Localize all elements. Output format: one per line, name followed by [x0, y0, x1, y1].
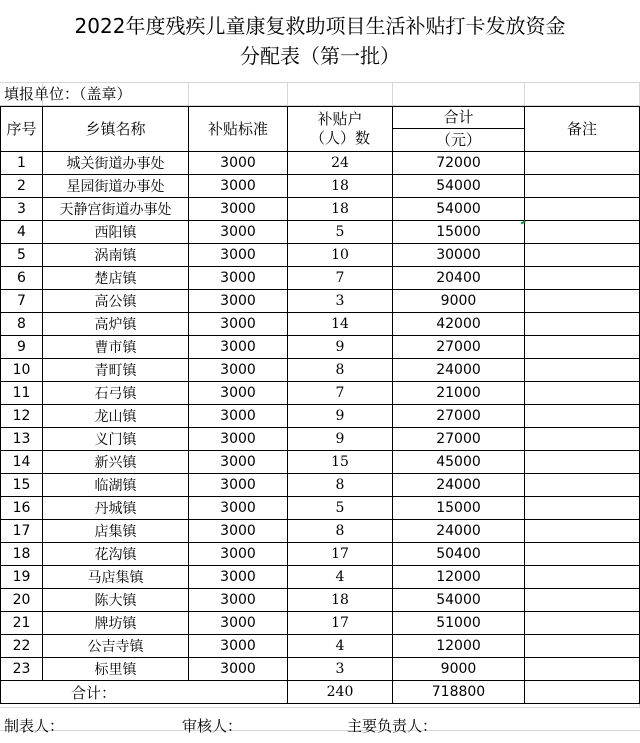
header-row [1, 107, 640, 152]
row-standard: 3000 [189, 566, 288, 589]
total-label: 合计： [1, 681, 288, 704]
table-row [1, 497, 640, 520]
table-row [1, 589, 640, 612]
row-index: 6 [1, 267, 43, 290]
row-amount: 15000 [393, 221, 525, 244]
row-index: 19 [1, 566, 43, 589]
allocation-table [0, 106, 640, 704]
row-count: 8 [288, 359, 393, 382]
row-remarks [525, 474, 640, 497]
row-count: 18 [288, 175, 393, 198]
row-index: 5 [1, 244, 43, 267]
row-standard: 3000 [189, 497, 288, 520]
row-count: 17 [288, 612, 393, 635]
table-row [1, 543, 640, 566]
row-standard: 3000 [189, 543, 288, 566]
row-amount: 72000 [393, 152, 525, 175]
row-town: 青町镇 [43, 359, 189, 382]
row-count: 15 [288, 451, 393, 474]
row-amount: 24000 [393, 359, 525, 382]
row-town: 高炉镇 [43, 313, 189, 336]
row-index: 23 [1, 658, 43, 681]
row-amount: 54000 [393, 589, 525, 612]
row-standard: 3000 [189, 658, 288, 681]
row-count: 10 [288, 244, 393, 267]
row-standard: 3000 [189, 152, 288, 175]
page-title-line2: 分配表（第一批） [240, 44, 400, 68]
row-count: 9 [288, 336, 393, 359]
row-remarks [525, 359, 640, 382]
row-town: 涡南镇 [43, 244, 189, 267]
row-count: 5 [288, 221, 393, 244]
grid-line [0, 730, 640, 731]
row-remarks [525, 152, 640, 175]
row-standard: 3000 [189, 336, 288, 359]
row-town: 高公镇 [43, 290, 189, 313]
row-town: 天静宫街道办事处 [43, 198, 189, 221]
row-index: 8 [1, 313, 43, 336]
row-standard: 3000 [189, 635, 288, 658]
header-standard: 补贴标准 [189, 107, 288, 152]
row-amount: 27000 [393, 336, 525, 359]
row-index: 7 [1, 290, 43, 313]
row-town: 临湖镇 [43, 474, 189, 497]
row-count: 18 [288, 589, 393, 612]
total-row [1, 681, 640, 704]
total-remarks [525, 681, 640, 704]
row-index: 15 [1, 474, 43, 497]
row-amount: 45000 [393, 451, 525, 474]
row-remarks [525, 566, 640, 589]
row-amount: 27000 [393, 428, 525, 451]
row-index: 16 [1, 497, 43, 520]
row-remarks [525, 267, 640, 290]
row-amount: 12000 [393, 635, 525, 658]
table-row [1, 290, 640, 313]
unit-label: 填报单位：（盖章） [4, 85, 132, 103]
row-count: 7 [288, 267, 393, 290]
header-index: 序号 [1, 107, 43, 152]
row-count: 3 [288, 658, 393, 681]
row-standard: 3000 [189, 198, 288, 221]
row-remarks [525, 382, 640, 405]
row-amount: 21000 [393, 382, 525, 405]
header-total-top: 合计 [393, 107, 524, 129]
row-standard: 3000 [189, 451, 288, 474]
row-count: 8 [288, 474, 393, 497]
row-count: 9 [288, 405, 393, 428]
row-amount: 51000 [393, 612, 525, 635]
row-count: 7 [288, 382, 393, 405]
table-row [1, 612, 640, 635]
row-standard: 3000 [189, 290, 288, 313]
table-row [1, 221, 640, 244]
row-standard: 3000 [189, 405, 288, 428]
row-remarks [525, 198, 640, 221]
row-remarks [525, 520, 640, 543]
row-town: 西阳镇 [43, 221, 189, 244]
row-index: 11 [1, 382, 43, 405]
row-index: 20 [1, 589, 43, 612]
row-amount: 24000 [393, 520, 525, 543]
header-remarks: 备注 [525, 107, 640, 152]
row-count: 24 [288, 152, 393, 175]
row-amount: 9000 [393, 658, 525, 681]
row-count: 4 [288, 566, 393, 589]
table-row [1, 175, 640, 198]
row-town: 曹市镇 [43, 336, 189, 359]
row-amount: 20400 [393, 267, 525, 290]
row-remarks [525, 428, 640, 451]
row-amount: 50400 [393, 543, 525, 566]
header-town: 乡镇名称 [43, 107, 189, 152]
row-remarks [525, 658, 640, 681]
row-town: 牌坊镇 [43, 612, 189, 635]
row-remarks [525, 175, 640, 198]
row-standard: 3000 [189, 612, 288, 635]
footer-maker: 制表人： [4, 717, 65, 735]
row-remarks [525, 290, 640, 313]
row-index: 18 [1, 543, 43, 566]
row-town: 丹城镇 [43, 497, 189, 520]
table-row [1, 428, 640, 451]
row-amount: 42000 [393, 313, 525, 336]
header-total [393, 107, 525, 152]
row-standard: 3000 [189, 175, 288, 198]
row-amount: 15000 [393, 497, 525, 520]
row-town: 义门镇 [43, 428, 189, 451]
header-count [288, 107, 393, 152]
row-remarks [525, 451, 640, 474]
row-remarks [525, 543, 640, 566]
header-count-top: 补贴户 [317, 110, 363, 128]
row-index: 10 [1, 359, 43, 382]
table-row [1, 658, 640, 681]
table-row [1, 152, 640, 175]
row-index: 17 [1, 520, 43, 543]
row-amount: 9000 [393, 290, 525, 313]
row-remarks [525, 497, 640, 520]
row-town: 龙山镇 [43, 405, 189, 428]
row-remarks [525, 336, 640, 359]
row-amount: 27000 [393, 405, 525, 428]
row-index: 12 [1, 405, 43, 428]
table-row [1, 474, 640, 497]
row-standard: 3000 [189, 221, 288, 244]
row-remarks [525, 221, 640, 244]
row-count: 9 [288, 428, 393, 451]
row-town: 陈大镇 [43, 589, 189, 612]
row-index: 4 [1, 221, 43, 244]
row-remarks [525, 635, 640, 658]
row-town: 石弓镇 [43, 382, 189, 405]
table-row [1, 566, 640, 589]
table-row [1, 267, 640, 290]
total-amount: 718800 [393, 681, 525, 704]
table-row [1, 244, 640, 267]
table-row [1, 198, 640, 221]
row-index: 9 [1, 336, 43, 359]
row-amount: 12000 [393, 566, 525, 589]
row-index: 14 [1, 451, 43, 474]
row-remarks [525, 612, 640, 635]
header-count-bottom: （人）数 [309, 129, 370, 147]
table-row [1, 520, 640, 543]
row-town: 公吉寺镇 [43, 635, 189, 658]
row-index: 13 [1, 428, 43, 451]
table-row [1, 336, 640, 359]
row-count: 8 [288, 520, 393, 543]
row-town: 城关街道办事处 [43, 152, 189, 175]
row-standard: 3000 [189, 428, 288, 451]
row-remarks [525, 589, 640, 612]
row-index: 1 [1, 152, 43, 175]
total-count: 240 [288, 681, 393, 704]
row-index: 2 [1, 175, 43, 198]
grid-line [0, 707, 640, 708]
unit-row [0, 83, 640, 105]
row-index: 22 [1, 635, 43, 658]
row-amount: 54000 [393, 175, 525, 198]
row-count: 4 [288, 635, 393, 658]
table-row [1, 451, 640, 474]
row-index: 21 [1, 612, 43, 635]
page-title-line1: 2022年度残疾儿童康复救助项目生活补贴打卡发放资金 [74, 14, 566, 38]
table-row [1, 382, 640, 405]
row-standard: 3000 [189, 382, 288, 405]
row-count: 17 [288, 543, 393, 566]
row-standard: 3000 [189, 267, 288, 290]
footer-leader: 主要负责人： [347, 717, 438, 735]
row-remarks [525, 313, 640, 336]
row-standard: 3000 [189, 244, 288, 267]
table-row [1, 359, 640, 382]
row-remarks [525, 405, 640, 428]
row-town: 马店集镇 [43, 566, 189, 589]
row-standard: 3000 [189, 313, 288, 336]
table-row [1, 405, 640, 428]
row-standard: 3000 [189, 520, 288, 543]
row-count: 3 [288, 290, 393, 313]
row-amount: 30000 [393, 244, 525, 267]
row-amount: 54000 [393, 198, 525, 221]
table-row [1, 313, 640, 336]
table-row [1, 635, 640, 658]
row-town: 楚店镇 [43, 267, 189, 290]
row-amount: 24000 [393, 474, 525, 497]
row-standard: 3000 [189, 359, 288, 382]
header-total-bottom: （元） [435, 131, 481, 149]
row-index: 3 [1, 198, 43, 221]
row-standard: 3000 [189, 589, 288, 612]
row-count: 5 [288, 497, 393, 520]
row-town: 标里镇 [43, 658, 189, 681]
row-town: 店集镇 [43, 520, 189, 543]
row-count: 18 [288, 198, 393, 221]
row-town: 花沟镇 [43, 543, 189, 566]
row-town: 新兴镇 [43, 451, 189, 474]
row-count: 14 [288, 313, 393, 336]
row-standard: 3000 [189, 474, 288, 497]
footer-reviewer: 审核人： [182, 717, 243, 735]
row-remarks [525, 244, 640, 267]
row-town: 星园街道办事处 [43, 175, 189, 198]
